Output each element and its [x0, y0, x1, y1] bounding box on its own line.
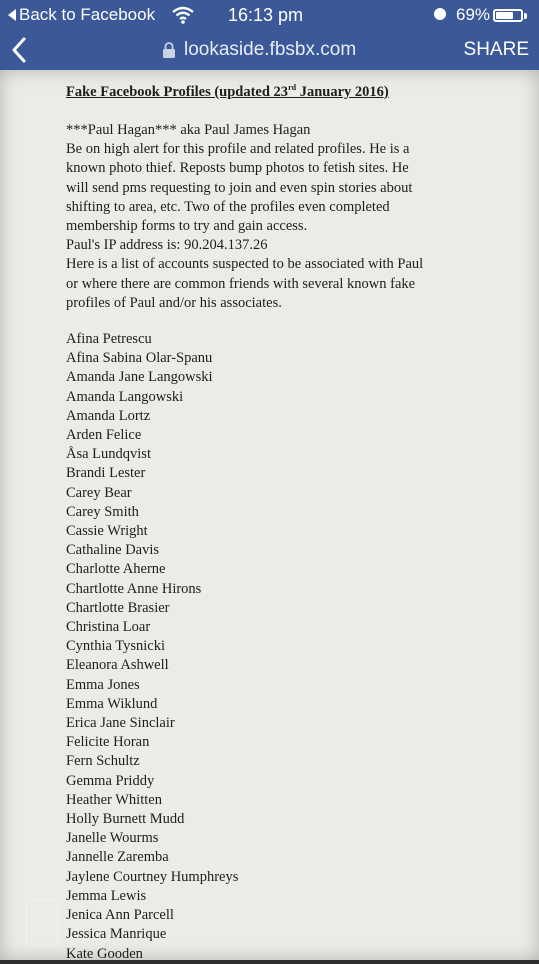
list-item: Cassie Wright	[66, 523, 148, 540]
share-button[interactable]: SHARE	[463, 39, 529, 60]
list-item: Jannelle Zaremba	[66, 849, 169, 866]
status-bar	[0, 0, 539, 30]
list-item: Amanda Jane Langowski	[66, 369, 213, 386]
intro-line: Be on high alert for this profile and related profiles. He is a	[66, 141, 410, 158]
list-item: Kate Gooden	[66, 945, 143, 962]
list-item: Janelle Wourms	[66, 830, 159, 847]
list-item: Åsa Lundqvist	[66, 446, 151, 463]
list-item: Amanda Langowski	[66, 388, 184, 405]
intro-line: will send pms requesting to join and even spin stories about	[66, 179, 413, 196]
list-item: Eleanora Ashwell	[66, 657, 169, 674]
list-item: Christina Loar	[66, 619, 151, 636]
share-watermark-icon	[26, 900, 58, 946]
intro-line: ***Paul Hagan*** aka Paul James Hagan	[66, 122, 311, 138]
back-to-facebook-label: Back to Facebook	[19, 5, 156, 24]
intro-line: profiles of Paul and/or his associates.	[66, 294, 282, 311]
document-title-sup: rd	[288, 83, 297, 92]
browser-header	[0, 0, 539, 70]
wifi-icon	[172, 6, 194, 24]
status-time: 16:13 pm	[228, 5, 304, 25]
list-item: Jemma Lewis	[66, 887, 147, 904]
intro-line: membership forms to try and gain access.	[66, 218, 308, 235]
list-item: Jessica Manrique	[66, 926, 167, 943]
list-item: Chartlotte Anne Hirons	[66, 580, 202, 597]
battery-tip	[524, 13, 527, 19]
list-item: Jenica Ann Parcell	[66, 907, 174, 924]
list-item: Holly Burnett Mudd	[66, 811, 185, 828]
alarm-icon	[434, 8, 446, 20]
document-title	[66, 83, 389, 101]
list-item: Brandi Lester	[66, 465, 146, 482]
list-item: Cathaline Davis	[66, 542, 160, 559]
list-item: Emma Jones	[66, 676, 140, 693]
document-image	[0, 70, 539, 960]
battery-icon	[493, 9, 523, 22]
list-item: Jaylene Courtney Humphreys	[66, 868, 239, 885]
list-item: Afina Petrescu	[66, 331, 152, 347]
document-title-suffix: January 2016)	[296, 83, 389, 100]
list-item: Carey Bear	[66, 484, 132, 501]
list-item: Heather Whitten	[66, 791, 162, 808]
list-item: Afina Sabina Olar-Spanu	[66, 350, 213, 367]
accounts-list	[66, 330, 238, 964]
intro-line: Paul's IP address is: 90.204.137.26	[66, 237, 268, 254]
intro-paragraph	[66, 121, 476, 313]
chevron-left-icon[interactable]	[10, 36, 28, 64]
document-title-prefix: Fake Facebook Profiles (updated 23	[66, 83, 289, 100]
battery-percent: 69%	[456, 5, 491, 24]
intro-line: shifting to area, etc. Two of the profiles even completed	[66, 198, 390, 215]
list-item: Carey Smith	[66, 503, 139, 520]
browser-nav-bar	[0, 30, 539, 70]
list-item: Arden Felice	[66, 427, 142, 444]
intro-line: known photo thief. Reposts bump photos to fetish sites. He	[66, 160, 409, 177]
list-item: Chartlotte Brasier	[66, 599, 170, 616]
list-item: Erica Jane Sinclair	[66, 715, 175, 732]
list-item: Amanda Lortz	[66, 407, 151, 424]
list-item: Fern Schultz	[66, 753, 140, 770]
intro-line: Here is a list of accounts suspected to be associated with Paul	[66, 256, 424, 273]
lock-icon	[162, 42, 176, 58]
list-item: Emma Wiklund	[66, 695, 158, 712]
list-item: Felicite Horan	[66, 734, 150, 751]
list-item: Cynthia Tysnicki	[66, 638, 166, 655]
intro-line: or where there are common friends with several known fake	[66, 275, 416, 292]
url-text[interactable]: lookaside.fbsbx.com	[184, 39, 357, 60]
list-item: Gemma Priddy	[66, 772, 155, 789]
back-to-facebook-link[interactable]	[8, 5, 155, 25]
back-triangle-icon	[8, 9, 16, 21]
list-item: Charlotte Aherne	[66, 561, 166, 578]
battery-fill	[496, 12, 513, 19]
